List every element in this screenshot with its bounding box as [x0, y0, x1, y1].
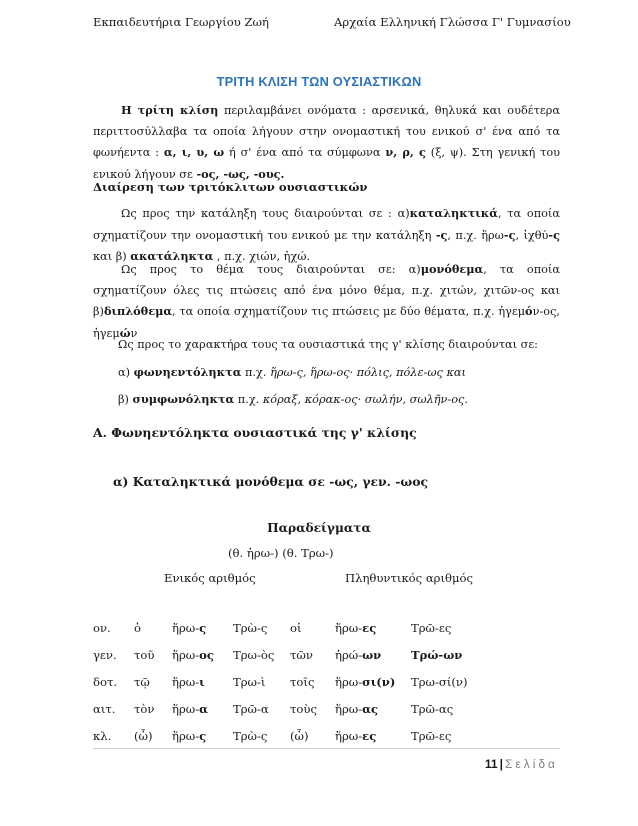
ending-line-2: σχηματίζουν την ονομαστική του ενικού με την κατάληξη -ς, π.χ. ἥρω-ς, ἰχθύ-ς — [93, 227, 560, 242]
case-label: ον. — [93, 621, 111, 635]
page-title: ΤΡΙΤΗ ΚΛΙΣΗ ΤΩΝ ΟΥΣΙΑΣΤΙΚΩΝ — [216, 74, 422, 89]
form-plural-heros: ἥρω-σι(ν) — [335, 675, 396, 689]
stem-line-3: β)διπλόθεμα, τα οποία σχηματίζουν τις πτώσεις με δύο θέματα, π.χ. ἡγεμόν-ος, — [93, 304, 560, 319]
article-singular: τὸν — [134, 702, 155, 716]
intro-line-3: φωνήεντα : α, ι, υ, ω ή σ' ένα από τα σύμφωνα ν, ρ, ς (ξ, ψ). Στη γενική του — [93, 145, 560, 160]
form-singular-tros: Τρω-ὶ — [233, 675, 266, 689]
article-singular: τῷ — [134, 675, 150, 689]
stem-paragraph — [93, 259, 560, 344]
footer-divider — [93, 748, 560, 749]
form-plural-tros: Τρώ-ων — [411, 648, 463, 662]
form-singular-tros: Τρῶ-α — [233, 702, 269, 716]
stem-line-4: ἡγεμών — [93, 325, 138, 340]
footer — [485, 757, 558, 771]
form-singular-heros: ἥρω-ος — [172, 648, 214, 662]
intro-line-4: ενικού λήγουν σε -ος, -ως, -ους. — [93, 166, 285, 181]
examples-stems: (θ. ἡρω-) (θ. Τρω-) — [228, 546, 334, 560]
intro-term: Η τρίτη κλίση — [121, 103, 219, 117]
division-heading: Διαίρεση των τριτόκλιτων ουσιαστικών — [93, 180, 368, 194]
singular-label: Ενικός αριθμός — [164, 571, 256, 585]
intro-line-2: περιττοσύλλαβα τα οποία λήγουν στην ονομαστική του ενικού σ' ένα από τα — [93, 124, 560, 138]
examples-heading: Παραδείγματα — [267, 521, 371, 535]
form-singular-heros: ἥρω-ς — [172, 621, 207, 635]
intro-paragraph — [93, 100, 560, 185]
article-singular: ὁ — [134, 621, 141, 635]
character-a: α) φωνηεντόληκτα π.χ. ἥρω-ς, ἥρω-ος· πόλις, πόλε-ως και — [118, 364, 466, 379]
character-b: β) συμφωνόληκτα π.χ. κόραξ, κόρακ-ος· σωλήν, σωλῆν-ος. — [118, 392, 468, 406]
subsection-a-heading: α) Καταληκτικά μονόθεμα σε -ως, γεν. -ωος — [113, 474, 429, 489]
form-plural-tros: Τρῶ-ας — [411, 702, 454, 716]
footer-separator: | — [499, 757, 503, 771]
intro-line-1: Η τρίτη κλίση περιλαμβάνει ονόματα : αρσενικά, θηλυκά και ουδέτερα — [121, 103, 560, 117]
form-singular-tros: Τρὼ-ς — [233, 729, 268, 743]
form-singular-heros: ἥρω-ι — [172, 675, 205, 689]
form-plural-tros: Τρῶ-ες — [411, 621, 452, 635]
character-intro: Ως προς το χαρακτήρα τους τα ουσιαστικά της γ' κλίσης διαιρούνται σε: — [118, 338, 538, 351]
article-plural: τοῖς — [290, 675, 315, 689]
ending-line-1: Ως προς την κατάληξη τους διαιρούνται σε : α)καταληκτικά, τα οποία — [121, 206, 560, 220]
article-singular: τοῦ — [134, 648, 155, 662]
case-label: κλ. — [93, 729, 112, 743]
form-plural-tros: Τρῶ-ες — [411, 729, 452, 743]
form-plural-tros: Τρω-σί(ν) — [411, 675, 468, 689]
article-plural: τῶν — [290, 648, 313, 662]
form-singular-tros: Τρω-ὸς — [233, 648, 275, 662]
case-label: αιτ. — [93, 702, 116, 716]
character-paragraph — [118, 334, 560, 411]
form-plural-heros: ἥρω-ες — [335, 729, 377, 743]
case-label: δοτ. — [93, 675, 118, 689]
form-plural-heros: ἥρω-ας — [335, 702, 379, 716]
article-plural: τοὺς — [290, 702, 317, 716]
ending-line-3: και β) ακατάληκτα , π.χ. χιών, ἠχώ. — [93, 249, 311, 264]
stem-line-1: Ως προς το θέμα τους διαιρούνται σε: α)μονόθεμα, τα οποία — [121, 262, 560, 276]
header-right: Αρχαία Ελληνική Γλώσσα Γ' Γυμνασίου — [334, 15, 571, 29]
page-word: Σελίδα — [504, 757, 558, 771]
header-left: Εκπαιδευτήρια Γεωργίου Ζωή — [93, 15, 269, 29]
form-singular-tros: Τρὼ-ς — [233, 621, 268, 635]
case-label: γεν. — [93, 648, 117, 662]
article-singular: (ὦ) — [134, 729, 153, 743]
form-singular-heros: ἥρω-ς — [172, 729, 207, 743]
form-plural-heros: ἡρώ-ων — [335, 648, 382, 662]
form-singular-heros: ἥρω-α — [172, 702, 209, 716]
stem-line-2: σχηματίζουν όλες τις πτώσεις από ένα μόνο θέμα, π.χ. χιτών, χιτῶν-ος και — [93, 283, 560, 297]
section-a-heading: Α. Φωνηεντόληκτα ουσιαστικά της γ' κλίσης — [93, 425, 417, 440]
plural-label: Πληθυντικός αριθμός — [345, 571, 474, 585]
form-plural-heros: ἥρω-ες — [335, 621, 377, 635]
article-plural: οἱ — [290, 621, 302, 635]
page-number: 11 — [484, 757, 498, 771]
article-plural: (ὦ) — [290, 729, 309, 743]
